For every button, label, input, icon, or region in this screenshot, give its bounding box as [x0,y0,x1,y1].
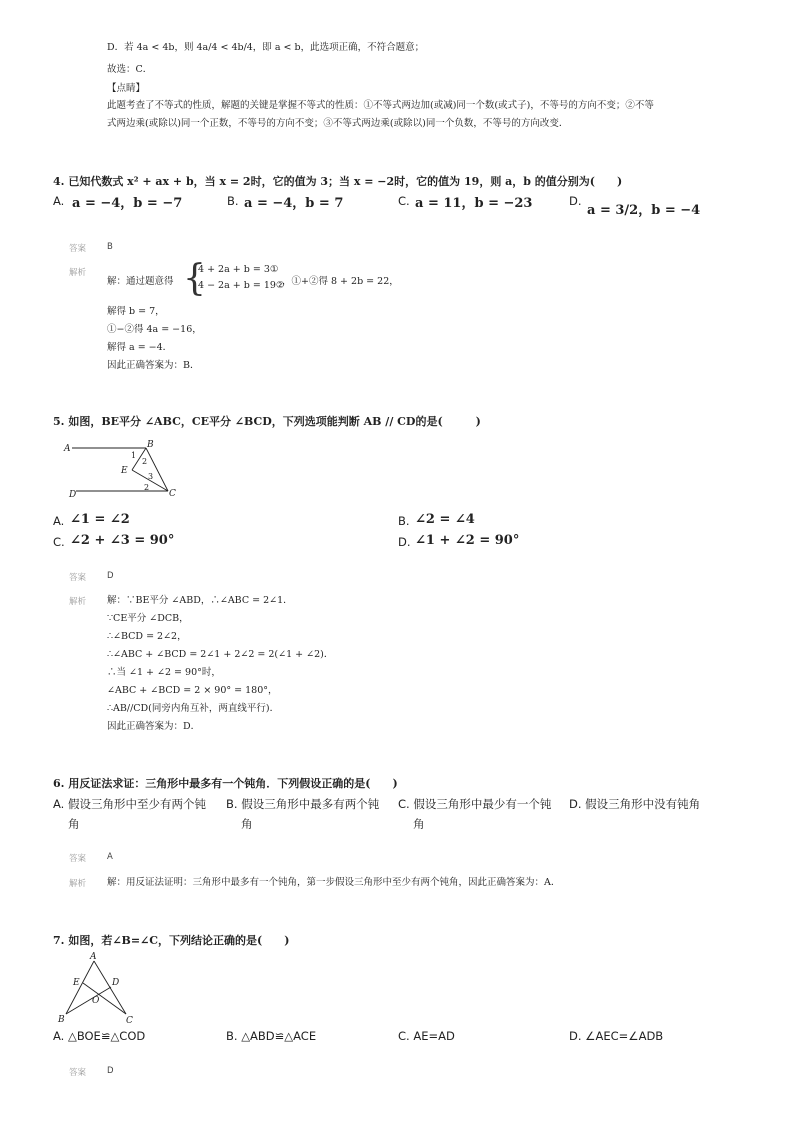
tip-line-2: 式两边乘(或除以)同一个正数，不等号的方向不变；③不等式两边乘(或除以)同一个负数，不等号的方向改变． [107,118,569,129]
angle-1-label: 1 [131,451,137,460]
q5-option-a-label: A. [53,514,65,528]
q5-sol-line: ∴∠ABC + ∠BCD = 2∠1 + 2∠2 = 2(∠1 + ∠2)． [107,649,334,660]
q6-option-c: C. 假设三角形中最少有一个钝 角 [398,797,552,831]
q4-analysis-label: 解析 [69,268,87,278]
q7-option-d: D. ∠AEC=∠ADB [569,1029,664,1043]
angle-3-label: 3 [148,472,154,481]
q6-answer: A [107,852,113,862]
q4-system-brace: { [183,258,206,299]
prev-line-d: D．若 4a < 4b，则 4a/4 < 4b/4，即 a < b，此选项正确，不符合题意； [107,42,425,53]
q4-system-eq-1: 4 + 2a + b = 3① [198,264,279,275]
point-c-label: C [126,1016,133,1024]
q4-option-b-label: B. [227,194,239,208]
point-c-label: C [169,489,176,499]
line-ce [83,983,126,1014]
q5-sol-line: ∴当 ∠1 + ∠2 = 90°时， [107,667,221,678]
q7-answer-label: 答案 [69,1068,87,1078]
q5-sol-line: ∠ABC + ∠BCD = 2 × 90° = 180°， [107,685,278,696]
q5-sol-line: 因此正确答案为：D． [107,721,201,732]
q5-option-a: ∠1 = ∠2 [70,512,130,527]
q5-option-d: ∠1 + ∠2 = 90° [415,533,520,548]
q6-option-d: D. 假设三角形中没有钝角 [569,797,701,811]
q5-option-b: ∠2 = ∠4 [415,512,475,527]
q4-sol-after: ，①+②得 8 + 2b = 22， [282,276,399,287]
q4-option-c-label: C. [398,194,410,208]
q6-option-b: B. 假设三角形中最多有两个钝 角 [226,797,380,831]
q4-option-b: a = −4，b = 7 [244,196,344,211]
q7-answer: D [107,1066,114,1076]
q4-system-eq-2: 4 − 2a + b = 19② [198,280,285,291]
q5-answer: D [107,571,114,581]
q5-sol-line: 解：∵BE平分 ∠ABD，∴∠ABC = 2∠1． [107,595,293,606]
q7-figure [54,950,144,1024]
q5-answer-label: 答案 [69,573,87,583]
q6-stem: 6. 用反证法求证：三角形中最多有一个钝角．下列假设正确的是( ) [53,777,398,790]
q5-sol-line: ∴AB//CD(同旁内角互补，两直线平行)． [107,703,280,714]
q7-option-c: C. AE=AD [398,1029,455,1043]
q7-option-a: A. △BOE≌△COD [53,1029,146,1043]
q4-option-d-label: D. [569,194,582,208]
point-a-label: A [64,444,71,454]
q4-sol-line: ①−②得 4a = −16， [107,324,202,335]
q7-stem: 7. 如图，若∠B=∠C，下列结论正确的是( ) [53,934,290,947]
tip-title: 【点睛】 [107,83,146,94]
point-e-label: E [73,978,80,988]
q4-option-a: a = −4，b = −7 [72,196,183,211]
q4-sol-line: 解得 a = −4． [107,342,173,353]
prev-choose: 故选：C． [107,64,153,75]
q5-sol-line: ∵CE平分 ∠DCB， [107,613,189,624]
angle-2b-label: 2 [144,483,150,492]
q5-sol-line: ∴∠BCD = 2∠2， [107,631,187,642]
q5-analysis-label: 解析 [69,597,87,607]
point-a-label: A [90,952,97,962]
q4-option-c: a = 11，b = −23 [415,196,533,211]
angle-2-label: 2 [142,457,148,466]
q4-stem: 4. 已知代数式 x² + ax + b，当 x = 2时，它的值为 3；当 x = −2时，它的值为 19，则 a，b 的值分别为( ) [53,175,623,188]
q6-analysis: 解：用反证法证明：三角形中最多有一个钝角，第一步假设三角形中至少有两个钝角，因此正确答案为：A． [107,877,561,888]
tip-line-1: 此题考查了不等式的性质，解题的关键是掌握不等式的性质：①不等式两边加(或减)同一个数(或式子)，不等号的方向不变；②不等 [107,100,654,111]
point-e-label: E [121,466,128,476]
q4-sol-line: 解得 b = 7， [107,306,165,317]
q4-sol-intro: 解：通过题意得 [107,276,174,287]
q6-option-a: A. 假设三角形中至少有两个钝 角 [53,797,206,831]
point-o-label: O [92,996,100,1006]
q5-option-c: ∠2 + ∠3 = 90° [70,533,175,548]
q4-option-a-label: A. [53,194,65,208]
q6-analysis-label: 解析 [69,879,87,889]
q4-sol-line: 因此正确答案为：B． [107,360,200,371]
q7-option-b: B. △ABD≌△ACE [226,1029,317,1043]
q4-option-d: a = 3/2，b = −4 [587,203,701,218]
q4-answer-label: 答案 [69,244,87,254]
point-b-label: B [147,440,154,450]
q5-stem: 5. 如图，BE平分 ∠ABC，CE平分 ∠BCD，下列选项能判断 AB // CD的是( ) [53,415,481,428]
q6-answer-label: 答案 [69,854,87,864]
q5-option-d-label: D. [398,535,411,549]
point-b-label: B [58,1015,65,1024]
point-d-label: D [69,490,77,500]
q5-option-b-label: B. [398,514,410,528]
q5-figure [60,436,180,502]
q5-option-c-label: C. [53,535,65,549]
point-d-label: D [112,978,120,988]
q4-answer: B [107,242,113,252]
